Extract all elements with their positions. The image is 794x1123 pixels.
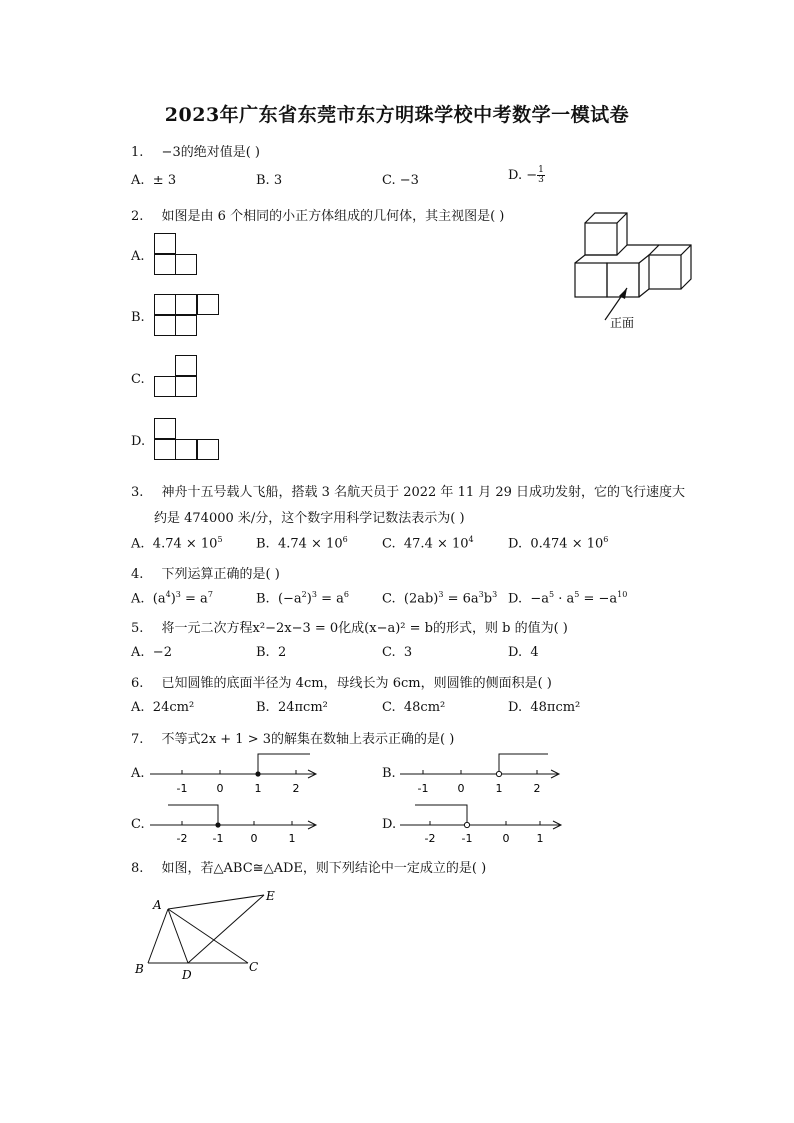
question-3 [131, 481, 685, 500]
question-number: 1. [131, 145, 144, 160]
tick-label: 1 [495, 782, 503, 795]
option-c: C. $47.4 \times 10^4$ [382, 535, 474, 552]
option-a: A. $(a^4)^3 = a^7$ [131, 590, 213, 607]
option-a: A. ± 3 [131, 173, 177, 188]
option-a: A. $4.74 \times 10^5$ [131, 535, 223, 552]
question-text: 如图，若△ABC≅△ADE，则下列结论中一定成立的是( ) [161, 861, 487, 876]
option-b: B. 24πcm² [256, 700, 328, 715]
question-6 [131, 672, 552, 691]
tick-label: -1 [417, 782, 429, 795]
question-7 [131, 728, 454, 747]
option-d: D. [131, 434, 146, 449]
option-d: D. 4 [508, 645, 539, 660]
option-c: C. 3 [382, 645, 413, 660]
tick-label: 0 [457, 782, 465, 795]
question-text: 下列运算正确的是( ) [161, 567, 280, 582]
option-a: A. [131, 249, 145, 264]
question-number: 7. [131, 732, 144, 747]
cube-solid-figure [570, 210, 730, 335]
question-3-line-2: 约是 474000 米/分，这个数字用科学记数法表示为( ) [154, 511, 465, 526]
option-d: D. 48πcm² [508, 700, 581, 715]
tick-label: 1 [536, 832, 544, 845]
tick-label: 0 [502, 832, 510, 845]
question-number: 2. [131, 209, 144, 224]
point-label-b: B [135, 962, 144, 976]
number-line-d [400, 801, 575, 846]
option-a: A. 24cm² [131, 700, 195, 715]
tick-label: 0 [250, 832, 258, 845]
question-number: 6. [131, 676, 144, 691]
option-a: A. [131, 766, 145, 781]
point-label-d: D [182, 968, 192, 982]
tick-label: 1 [254, 782, 262, 795]
tick-label: 2 [292, 782, 300, 795]
option-b: B. $4.74 \times 10^6$ [256, 535, 348, 552]
option-a: A. −2 [131, 645, 172, 660]
tick-label: 2 [533, 782, 541, 795]
option-c: C. [131, 817, 145, 832]
question-4 [131, 563, 280, 582]
option-b: B. 2 [256, 645, 287, 660]
option-d: D. $0.474 \times 10^6$ [508, 535, 609, 552]
option-c: C. 48cm² [382, 700, 446, 715]
question-8 [131, 857, 486, 876]
option-d: D. $-a^5 \cdot a^5 = -a^{10}$ [508, 590, 628, 607]
question-1 [131, 141, 260, 160]
option-c: C. $(2ab)^3 = 6a^3b^3$ [382, 590, 498, 607]
tick-label: -1 [176, 782, 188, 795]
point-label-c: C [249, 960, 259, 974]
tick-label: 1 [288, 832, 296, 845]
option-b: B. $(-a^2)^3 = a^6$ [256, 590, 349, 607]
fraction: $\frac{1}{3}$ [538, 165, 544, 185]
question-text: 将一元二次方程x²−2x−3 = 0化成(x−a)² = b的形式，则 b 的值为( ) [161, 621, 568, 636]
option-c: C. −3 [382, 173, 419, 188]
question-number: 5. [131, 621, 144, 636]
tick-label: -2 [176, 832, 188, 845]
question-text: 不等式2x + 1 > 3的解集在数轴上表示正确的是( ) [161, 732, 455, 747]
number-line-c [150, 801, 325, 846]
number-line-b [400, 752, 575, 797]
question-5 [131, 617, 568, 636]
number-line-a [150, 752, 325, 797]
option-d: D. − $\frac{1}{3}$ [508, 165, 544, 185]
question-number: 3. [131, 485, 144, 500]
question-text: 如图是由 6 个相同的小正方体组成的几何体，其主视图是( ) [161, 209, 505, 224]
option-b: B. 3 [256, 173, 283, 188]
tick-label: -2 [424, 832, 436, 845]
option-d: D. [382, 817, 397, 832]
tick-label: -1 [461, 832, 473, 845]
tick-label: 0 [216, 782, 224, 795]
question-number: 8. [131, 861, 144, 876]
question-text: −3的绝对值是( ) [161, 145, 260, 160]
option-b: B. [382, 766, 396, 781]
point-label-a: A [153, 898, 162, 912]
option-c: C. [131, 372, 145, 387]
question-text: 神舟十五号载人飞船，搭载 3 名航天员于 2022 年 11 月 29 日成功发射，它的飞行速度大 [161, 485, 686, 500]
point-label-e: E [266, 889, 275, 903]
tick-label: -1 [212, 832, 224, 845]
option-b: B. [131, 310, 145, 325]
question-number: 4. [131, 567, 144, 582]
figure-label: 正面 [610, 316, 635, 330]
page-title: 2023年广东省东莞市东方明珠学校中考数学一模试卷 [164, 104, 630, 126]
question-text: 已知圆锥的底面半径为 4cm，母线长为 6cm，则圆锥的侧面积是( ) [161, 676, 552, 691]
question-2 [131, 205, 504, 224]
triangle-figure [130, 885, 290, 985]
